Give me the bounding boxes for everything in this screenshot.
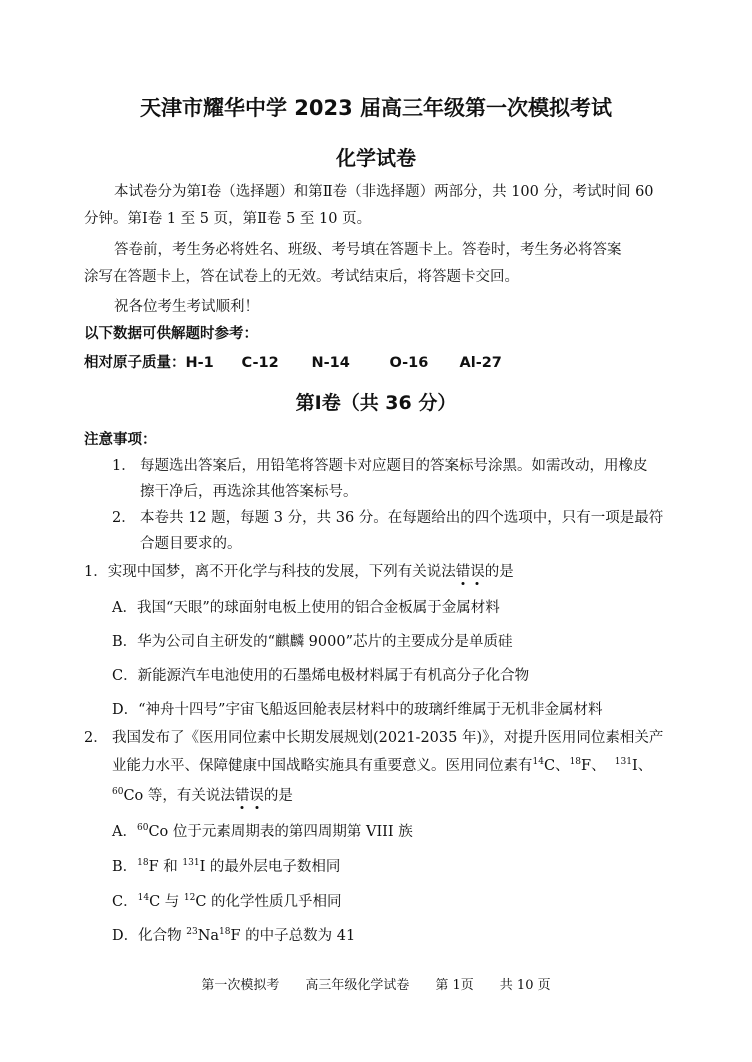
question-number: 1．	[84, 564, 108, 580]
stem-text: 实现中国梦，离不开化学与科技的发展，下列有关说法	[107, 564, 456, 580]
question-1-option-a: A．我国“天眼”的球面射电板上使用的铝合金板属于金属材料	[112, 600, 500, 616]
note-text: 每题选出答案后，用铅笔将答题卡对应题目的答案标号涂黑。如需改动，用橡皮	[140, 458, 648, 474]
stem-text: 的是	[263, 788, 293, 804]
intro-line: 答卷前，考生务必将姓名、班级、考号填在答题卡上。答卷时，考生务必将答案	[114, 242, 622, 258]
isotope-symbol: I、	[631, 758, 653, 774]
question-number: 2．	[84, 730, 108, 746]
note-text: 擦干净后，再选涂其他答案标号。	[140, 484, 358, 500]
isotope-symbol: Co 等，有关说法	[123, 788, 235, 804]
question-2-stem	[112, 784, 293, 805]
exam-title: 天津市耀华中学 2023 届高三年级第一次模拟考试	[139, 96, 613, 120]
mass-h: H-1	[185, 355, 214, 371]
emphasis-mark: 错误	[235, 788, 264, 804]
isotope-symbol: C、	[543, 758, 570, 774]
question-1-option-c: C．新能源汽车电池使用的石墨烯电极材料属于有机高分子化合物	[112, 668, 530, 684]
note-text: 本卷共 12 题，每题 3 分，共 36 分。在每题给出的四个选项中，只有一项是最符	[140, 510, 664, 526]
page-footer: 第一次模拟考 高三年级化学试卷 第 1页 共 10 页	[201, 978, 551, 993]
mass-number: 60	[112, 787, 124, 797]
intro-line: 祝各位考生考试顺利！	[114, 299, 259, 315]
question-1-stem	[84, 560, 514, 581]
question-1-option-d: D．“神舟十四号”宇宙飞船返回舱表层材料中的玻璃纤维属于无机非金属材料	[112, 702, 603, 718]
mass-c: C-12	[241, 355, 279, 371]
question-2-option-c: C．$^{14}$C 与 $^{12}$C 的化学性质几乎相同	[112, 893, 342, 910]
reference-heading: 以下数据可供解题时参考：	[84, 326, 258, 342]
question-2-stem: 我国发布了《医用同位素中长期发展规划(2021-2035 年)》，对提升医用同位素相关产	[112, 730, 664, 746]
intro-line: 分钟。第Ⅰ卷 1 至 5 页，第Ⅱ卷 5 至 10 页。	[84, 211, 372, 227]
exam-subject: 化学试卷	[336, 146, 416, 170]
note-number: 1．	[112, 458, 136, 474]
mass-label: 相对原子质量：	[84, 355, 186, 371]
mass-number: 14	[532, 757, 544, 767]
stem-text: 业能力水平、保障健康中国战略实施具有重要意义。医用同位素有	[112, 758, 533, 774]
section-title: 第Ⅰ卷（共 36 分）	[295, 392, 457, 414]
mass-o: O-16	[389, 355, 429, 371]
mass-number: 131	[614, 757, 632, 767]
emphasis-mark: 错误	[456, 564, 485, 580]
isotope-symbol: F、	[581, 758, 606, 774]
mass-al: Al-27	[459, 355, 502, 371]
atomic-masses	[84, 351, 502, 372]
stem-text: 的是	[484, 564, 514, 580]
question-2-option-b: B．$^{18}$F 和 $^{131}$I 的最外层电子数相同	[112, 858, 341, 875]
mass-n: N-14	[311, 355, 350, 371]
notes-heading: 注意事项：	[84, 432, 157, 448]
note-text: 合题目要求的。	[140, 536, 242, 552]
question-2-option-d: D．化合物 $^{23}$Na$^{18}$F 的中子总数为 41	[112, 927, 356, 944]
question-2-option-a: A．$^{60}$Co 位于元素周期表的第四周期第 VIII 族	[112, 823, 413, 840]
intro-line: 涂写在答题卡上，答在试卷上的无效。考试结束后，将答题卡交回。	[84, 269, 519, 285]
mass-number: 18	[569, 757, 582, 767]
intro-line: 本试卷分为第Ⅰ卷（选择题）和第Ⅱ卷（非选择题）两部分，共 100 分，考试时间 60	[114, 184, 654, 200]
question-2-stem	[112, 754, 652, 775]
note-number: 2．	[112, 510, 136, 526]
question-1-option-b: B．华为公司自主研发的“麒麟 9000”芯片的主要成分是单质硅	[112, 634, 513, 650]
